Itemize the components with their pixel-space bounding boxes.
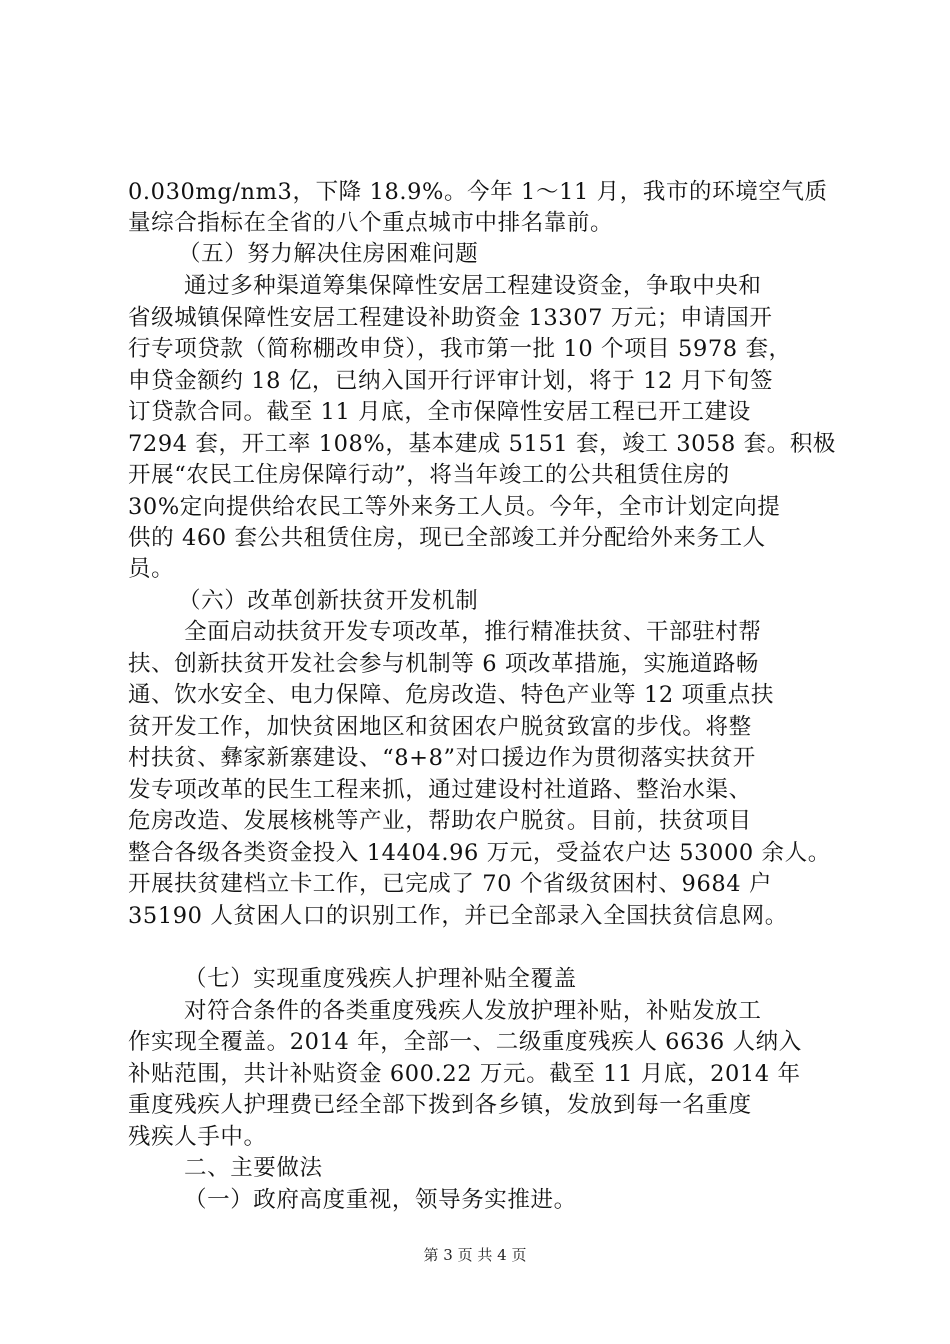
text-line: 员。 (128, 556, 175, 582)
section-heading: （五）努力解决住房困难问题 (178, 241, 479, 267)
text-line: 供的 460 套公共租赁住房，现已全部竣工并分配给外来务工人 (128, 525, 766, 551)
text-line: 7294 套，开工率 108%，基本建成 5151 套，竣工 3058 套。积极 (128, 431, 837, 457)
text-line: 残疾人手中。 (128, 1124, 267, 1150)
text-line: 全面启动扶贫开发专项改革，推行精准扶贫、干部驻村帮 (184, 619, 762, 645)
text-line: 订贷款合同。截至 11 月底，全市保障性安居工程已开工建设 (128, 399, 751, 425)
text-line: 0.030mg/nm3，下降 18.9%。今年 1～11 月，我市的环境空气质 (128, 179, 828, 205)
text-line: 重度残疾人护理费已经全部下拨到各乡镇，发放到每一名重度 (128, 1092, 752, 1118)
text-line: 省级城镇保障性安居工程建设补助资金 13307 万元；申请国开 (128, 305, 773, 331)
text-line: 扶、创新扶贫开发社会参与机制等 6 项改革措施，实施道路畅 (128, 651, 760, 677)
text-line: 对符合条件的各类重度残疾人发放护理补贴，补贴发放工 (184, 998, 762, 1024)
section-heading: （七）实现重度残疾人护理补贴全覆盖 (184, 966, 577, 992)
text-line: 开展扶贫建档立卡工作，已完成了 70 个省级贫困村、9684 户 (128, 871, 773, 897)
text-line: 通过多种渠道筹集保障性安居工程建设资金，争取中央和 (184, 273, 762, 299)
text-line: 发专项改革的民生工程来抓，通过建设村社道路、整治水渠、 (128, 777, 752, 803)
section-heading: 二、主要做法 (184, 1155, 323, 1181)
text-line: 整合各级各类资金投入 14404.96 万元，受益农户达 53000 余人。 (128, 840, 831, 866)
text-line: 量综合指标在全省的八个重点城市中排名靠前。 (128, 210, 614, 236)
text-line: 补贴范围，共计补贴资金 600.22 万元。截至 11 月底，2014 年 (128, 1061, 801, 1087)
text-line: 作实现全覆盖。2014 年，全部一、二级重度残疾人 6636 人纳入 (128, 1029, 802, 1055)
text-line: 行专项贷款（简称棚改申贷），我市第一批 10 个项目 5978 套， (128, 336, 792, 362)
text-line: 贫开发工作，加快贫困地区和贫困农户脱贫致富的步伐。将整 (128, 714, 752, 740)
text-line: 30%定向提供给农民工等外来务工人员。今年，全市计划定向提 (128, 494, 781, 520)
text-line: 村扶贫、彝家新寨建设、“8+8”对口援边作为贯彻落实扶贫开 (128, 745, 756, 771)
text-line: 申贷金额约 18 亿，已纳入国开行评审计划，将于 12 月下旬签 (128, 368, 774, 394)
section-heading: （六）改革创新扶贫开发机制 (178, 588, 479, 614)
text-line: 通、饮水安全、电力保障、危房改造、特色产业等 12 项重点扶 (128, 682, 774, 708)
text-line: 35190 人贫困人口的识别工作，并已全部录入全国扶贫信息网。 (128, 903, 788, 929)
page-footer: 第 3 页 共 4 页 (423, 1246, 527, 1264)
text-line: 危房改造、发展核桃等产业，帮助农户脱贫。目前，扶贫项目 (128, 808, 752, 834)
section-heading: （一）政府高度重视，领导务实推进。 (184, 1187, 577, 1213)
text-line: 开展“农民工住房保障行动”，将当年竣工的公共租赁住房的 (128, 462, 730, 488)
